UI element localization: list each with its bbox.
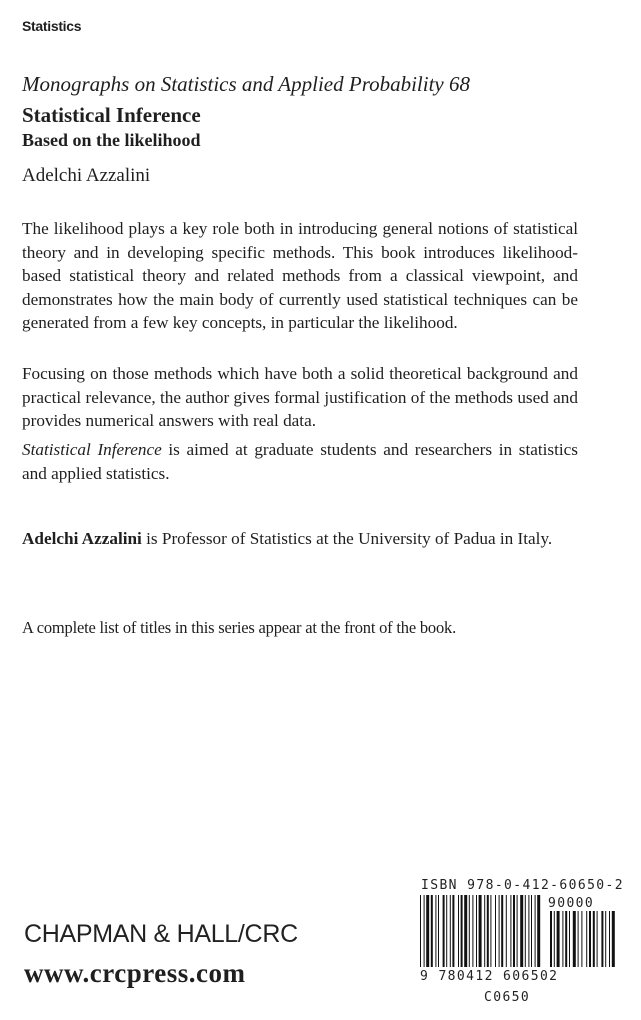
barcode-addon-bar: [609, 911, 610, 967]
series-note: A complete list of titles in this series appear at the front of the book.: [22, 618, 457, 637]
barcode-addon-bar: [601, 911, 603, 967]
barcode-addon-bar: [605, 911, 606, 967]
barcode-bar: [446, 895, 447, 967]
barcode-addon-bar: [569, 911, 570, 967]
barcode-bar: [535, 895, 536, 967]
barcode-addon-bar: [593, 911, 595, 967]
description-paragraph-1: The likelihood plays a key role both in introducing general notions of statistical theory and in developing specific methods. This book introduces likelihood-based statistical theory and related methods from a classical viewpoint, and demonstrates how the main body of currently used statistical techniques can be generated from a few key concepts, in particular the likelihood.: [22, 219, 578, 332]
barcode-bar: [443, 895, 445, 967]
author-bio: [22, 527, 578, 551]
barcode-addon-bar: [586, 911, 587, 967]
barcode-addon-bar: [589, 911, 591, 967]
barcode-bar: [435, 895, 436, 967]
barcode-bar: [476, 895, 477, 967]
book-subtitle: Based on the likelihood: [22, 130, 201, 150]
barcode-bar: [420, 895, 421, 967]
barcode-bar: [472, 895, 473, 967]
barcode-bar: [495, 895, 496, 967]
author-name: Adelchi Azzalini: [22, 165, 151, 186]
category-label: Statistics: [22, 18, 82, 34]
book-title: Statistical Inference: [22, 103, 201, 127]
barcode-addon-bar: [557, 911, 560, 967]
barcode-bar: [537, 895, 540, 967]
barcode-bar: [458, 895, 459, 967]
barcode-bar: [479, 895, 482, 967]
barcode-addon-bar: [554, 911, 555, 967]
barcode-bar: [424, 895, 425, 967]
barcode-bar: [431, 895, 433, 967]
barcode-bar: [528, 895, 529, 967]
publisher-name: CHAPMAN & HALL/CRC: [24, 920, 298, 948]
publisher-website: www.crcpress.com: [24, 958, 246, 988]
barcode-addon-bar: [612, 911, 615, 967]
barcode-addon-bar: [550, 911, 552, 967]
barcode-bar: [501, 895, 503, 967]
barcode-bar: [513, 895, 515, 967]
barcode-bar: [490, 895, 491, 967]
barcode-bar: [464, 895, 467, 967]
barcode-bar: [452, 895, 454, 967]
isbn-label: ISBN 978-0-412-60650-2: [421, 878, 624, 893]
barcode-addon-bar: [562, 911, 563, 967]
barcode-addon-bar: [573, 911, 576, 967]
book-title-italic: Statistical Inference: [22, 440, 162, 459]
price-code: C0650: [484, 990, 531, 1005]
barcode-ean-number: 9 780412 606502: [420, 969, 559, 984]
barcode-bar: [525, 895, 526, 967]
barcode-bar: [461, 895, 463, 967]
series-title: Monographs on Statistics and Applied Probability 68: [22, 72, 470, 96]
description-paragraph-3: [22, 438, 578, 485]
barcode-bar: [520, 895, 523, 967]
barcode-bar: [517, 895, 518, 967]
barcode-bar: [450, 895, 451, 967]
barcode-addon-bar: [581, 911, 582, 967]
barcode-bar: [484, 895, 485, 967]
barcode-bar: [510, 895, 511, 967]
description-paragraph-2: Focusing on those methods which have both a solid theoretical background and practical relevance, the author gives formal justification of the methods used and provides numerical answers with real data.: [22, 364, 578, 430]
barcode-addon-bar: [578, 911, 579, 967]
barcode-bar: [469, 895, 470, 967]
barcode-bar: [426, 895, 429, 967]
barcode-addon-bar: [597, 911, 598, 967]
barcode-bar: [531, 895, 532, 967]
barcode-bar: [506, 895, 507, 967]
author-bio-text: is Professor of Statistics at the University of Padua in Italy.: [141, 529, 553, 548]
author-bio-name: Adelchi Azzalini: [22, 529, 142, 548]
barcode-bar: [487, 895, 489, 967]
barcode-addon-number: 90000: [548, 896, 595, 911]
barcode-addon-bar: [565, 911, 567, 967]
description-paragraph-3-text: is aimed at graduate students and researchers in statistics and applied statistics.: [22, 440, 578, 483]
barcode-bar: [438, 895, 439, 967]
barcode-bar: [499, 895, 500, 967]
